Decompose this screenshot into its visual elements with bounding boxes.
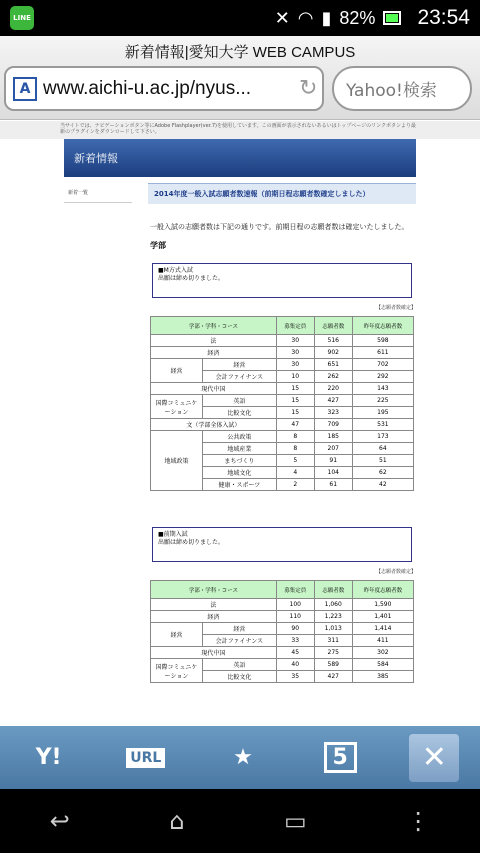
cell: 45 [276,647,314,659]
table-row [151,431,414,443]
col-header: 学部・学科・コース [151,581,277,599]
close-button[interactable]: ✕ [409,734,459,782]
col-header: 募集定員 [276,581,314,599]
clock: 23:54 [417,6,470,29]
col-header: 昨年度志願者数 [352,317,413,335]
cell: 15 [276,407,314,419]
col-header: 学部・学科・コース [151,317,277,335]
yahoo-button[interactable]: Y! [35,745,62,770]
cell: 5 [276,455,314,467]
url-icon: URL [126,748,165,768]
cell: まちづくり [203,455,277,467]
table-row [151,647,414,659]
browser-bottom-bar [0,726,480,789]
early-title: ■前期入試 [158,531,188,538]
cell: 427 [314,671,352,683]
cell: 195 [352,407,413,419]
cell: 42 [352,479,413,491]
article [148,183,416,683]
cell: 902 [314,347,352,359]
cell: 104 [314,467,352,479]
cell: 40 [276,659,314,671]
cell: 文（学部全体入試） [151,419,277,431]
cell: 62 [352,467,413,479]
confirmed-note: 【志願者数確定】 [375,569,416,575]
cell: 1,590 [352,599,413,611]
cell: 302 [352,647,413,659]
cell: 国際コミュニケーション [151,395,203,419]
cell: 611 [352,347,413,359]
cell: 1,013 [314,623,352,635]
m-method-text: 出願は締め切りました。 [158,275,225,282]
cell: 1,223 [314,611,352,623]
cell: 比較文化 [203,407,277,419]
cell: 経営 [151,623,203,647]
cell: 8 [276,431,314,443]
bookmark-icon: ★ [233,745,253,770]
cell: 262 [314,371,352,383]
nav-header: 新着情報 [64,139,416,177]
table-row [151,395,414,407]
cell: 91 [314,455,352,467]
table-row [151,383,414,395]
cell: 1,414 [352,623,413,635]
status-bar [0,0,480,36]
cell: 現代中国 [151,647,277,659]
cell: 経営 [203,623,277,635]
wifi-icon: ◠ [297,7,314,28]
table-row [151,659,414,671]
menu-icon[interactable]: ⋮ [406,807,431,835]
cell: 健康・スポーツ [203,479,277,491]
early-table [150,580,414,683]
page-title: 新着情報|愛知大学 WEB CAMPUS [124,44,356,61]
sidebar [64,183,132,203]
col-header: 昨年度志願者数 [352,581,413,599]
cell: 651 [314,359,352,371]
cell: 90 [276,623,314,635]
browser-toolbar [0,36,480,120]
cell: 702 [352,359,413,371]
cell: 比較文化 [203,671,277,683]
m-method-title: ■M方式入試 [158,267,193,274]
cell: 589 [314,659,352,671]
cell: 427 [314,395,352,407]
cell: 516 [314,335,352,347]
table-row [151,335,414,347]
sidebar-item-news-list[interactable]: 新着一覧 [64,183,132,203]
cell: 311 [314,635,352,647]
article-intro: 一般入試の志願者数は下記の通りです。前期日程の志願者数は確定いたしました。 [150,223,409,231]
url-button[interactable] [118,733,174,783]
cell: 110 [276,611,314,623]
bookmark-button[interactable] [215,733,271,783]
table-row [151,347,414,359]
url-text[interactable]: www.aichi-u.ac.jp/nyus... [43,77,252,99]
cell: 33 [276,635,314,647]
cell: 法 [151,335,277,347]
home-icon[interactable]: ⌂ [169,807,185,835]
cell: 47 [276,419,314,431]
cell: 225 [352,395,413,407]
cell: 61 [314,479,352,491]
cell: 709 [314,419,352,431]
cell: 4 [276,467,314,479]
cell: 30 [276,335,314,347]
cell: 経済 [151,347,277,359]
cell: 30 [276,347,314,359]
cell: 64 [352,443,413,455]
web-content[interactable] [0,121,480,726]
table-row [151,599,414,611]
cell: 1,401 [352,611,413,623]
article-headline: 2014年度一般入試志願者数速報（前期日程志願者数確定しました） [148,183,416,204]
cell: 英語 [203,395,277,407]
line-app-icon: LINE [10,6,34,30]
col-header: 志願者数 [314,581,352,599]
cell: 598 [352,335,413,347]
cell: 経済 [151,611,277,623]
cell: 経営 [203,359,277,371]
cell: 2 [276,479,314,491]
cell: 公共政策 [203,431,277,443]
system-nav-bar [0,789,480,853]
cell: 385 [352,671,413,683]
cell: 会計ファイナンス [203,635,277,647]
signal-icon: ▮ [321,7,332,28]
m-method-table [150,316,414,491]
cell: 143 [352,383,413,395]
cell: 51 [352,455,413,467]
cell: 584 [352,659,413,671]
cell: 185 [314,431,352,443]
m-method-box [152,263,412,298]
table-row [151,419,414,431]
cell: 220 [314,383,352,395]
cell: 411 [352,635,413,647]
early-text: 出願は締め切りました。 [158,539,225,546]
battery-percent: 82% [339,7,376,28]
address-bar[interactable] [4,66,324,111]
battery-icon [383,11,401,25]
tabs-count: 5 [324,742,357,773]
cell: 173 [352,431,413,443]
table-row [151,611,414,623]
cell: 1,060 [314,599,352,611]
cell: 会計ファイナンス [203,371,277,383]
cell: 地域政策 [151,431,203,491]
recent-apps-icon[interactable]: ▭ [284,807,307,835]
cell: 国際コミュニケーション [151,659,203,683]
section-heading: 学部 [150,241,166,250]
cell: 15 [276,395,314,407]
cell: 35 [276,671,314,683]
cell: 275 [314,647,352,659]
cell: 30 [276,359,314,371]
cell: 法 [151,599,277,611]
cell: 531 [352,419,413,431]
cell: 現代中国 [151,383,277,395]
confirmed-note: 【志願者数確定】 [375,305,416,311]
col-header: 募集定員 [276,317,314,335]
table-row [151,359,414,371]
table-row [151,623,414,635]
search-input[interactable]: Yahoo!検索 [332,66,472,111]
cell: 経営 [151,359,203,383]
cell: 292 [352,371,413,383]
cell: 207 [314,443,352,455]
flash-notice: 当サイトでは、ナビゲーションボタン等にAdobe Flashplayer(ver.7)を使用しています。この画面が表示されないあるいはトップページのリンクボタンより最新のプラグインをダウンロードして下さい。 [0,121,480,139]
cell: 地域産業 [203,443,277,455]
mute-icon: ✕ [274,7,290,28]
cell: 323 [314,407,352,419]
tabs-button[interactable] [312,733,368,783]
cell: 8 [276,443,314,455]
reload-icon[interactable]: ↻ [299,76,318,101]
cell: 10 [276,371,314,383]
site-favicon-icon: A [13,77,37,101]
col-header: 志願者数 [314,317,352,335]
cell: 地域文化 [203,467,277,479]
back-icon[interactable]: ↩ [49,807,70,835]
cell: 15 [276,383,314,395]
cell: 英語 [203,659,277,671]
early-box [152,527,412,562]
cell: 100 [276,599,314,611]
